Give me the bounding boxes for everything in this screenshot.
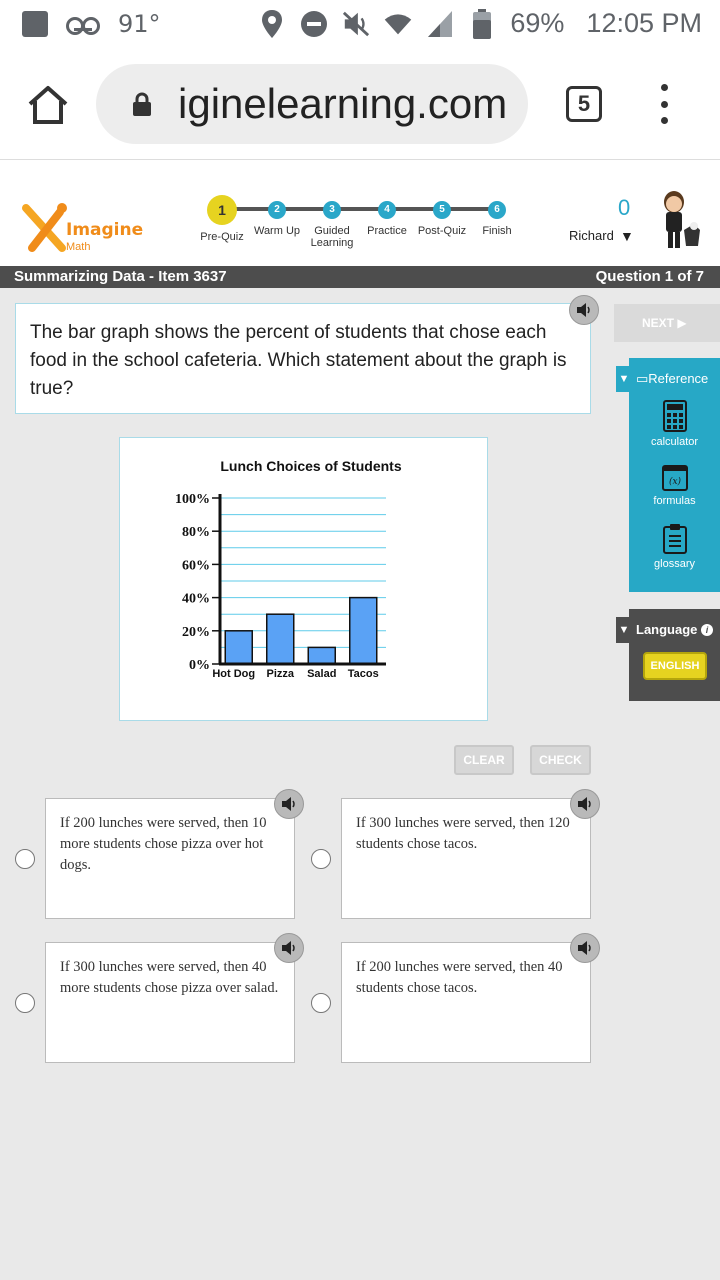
calculator-tool[interactable]: calculator [629,400,720,448]
question-card [15,303,591,414]
tab-switcher-button[interactable]: 5 [566,86,602,122]
home-icon[interactable] [26,84,70,126]
mute-icon [342,9,370,39]
y-tick-label: 40% [182,591,210,607]
answer-radio-2[interactable] [311,849,331,869]
reference-toggle[interactable]: ▼ ▭Reference [614,366,720,392]
overflow-menu-icon[interactable] [654,84,674,124]
lesson-title-bar [0,266,720,288]
speaker-icon[interactable] [274,789,304,819]
bar-tacos [350,598,377,664]
y-tick-label: 80% [182,525,210,541]
bar-pizza [267,614,294,664]
y-tick-label: 20% [182,624,210,640]
svg-text:(x): (x) [668,477,681,487]
formulas-icon [662,465,688,491]
battery-percent: 69% [510,8,565,38]
speaker-icon[interactable] [570,789,600,819]
language-toggle[interactable]: ▼ Language i [614,617,720,643]
status-bar [0,0,720,50]
question-text: The bar graph shows the percent of students that chose each food in the school cafeteria. Which statement about the graph is true? [30,322,567,399]
answer-option-4[interactable]: If 200 lunches were served, then 40 students chose tacos. [341,942,591,1063]
y-tick-label: 60% [182,558,210,574]
browser-toolbar [0,50,720,160]
y-tick-label: 0% [189,658,210,673]
answer-option-2[interactable]: If 300 lunches were served, then 120 students chose tacos. [341,798,591,919]
avatar [654,190,702,250]
step-post-quiz[interactable]: 5 Post-Quiz [406,201,478,237]
lesson-title: Summarizing Data - Item 3637 [14,268,227,285]
url-text[interactable]: iginelearning.com [178,80,508,127]
chart-svg [120,438,489,722]
app-header [0,160,720,266]
next-button[interactable]: NEXT ▶ [614,304,720,342]
triangle-down-icon: ▼ [616,366,632,392]
clipboard-icon [663,524,687,554]
speaker-icon[interactable] [570,933,600,963]
answer-radio-4[interactable] [311,993,331,1013]
step-finish[interactable]: 6 Finish [461,201,533,237]
notification-square-icon [22,11,48,37]
step-guided-learning[interactable]: 3 Guided Learning [296,201,368,249]
answer-radio-3[interactable] [15,993,35,1013]
caret-down-icon[interactable]: ▼ [620,228,634,244]
bar-hot-dog [225,631,252,664]
triangle-down-icon: ▼ [616,617,632,643]
voicemail-icon [66,17,100,31]
step-warm-up[interactable]: 2 Warm Up [241,201,313,237]
bar-chart [119,437,488,721]
clear-button[interactable]: CLEAR [454,745,514,775]
glossary-tool[interactable]: glossary [629,524,720,570]
x-tick-label: Pizza [266,668,295,680]
step-practice[interactable]: 4 Practice [351,201,423,237]
do-not-disturb-icon [300,9,328,39]
info-icon[interactable]: i [701,624,713,636]
answer-option-3[interactable]: If 300 lunches were served, then 40 more students chose pizza over salad. [45,942,295,1063]
calculator-icon [663,400,687,432]
clock: 12:05 PM [586,8,702,38]
wifi-icon [384,9,412,39]
english-language-button[interactable]: ENGLISH [643,652,707,680]
signal-icon [426,9,454,39]
bar-salad [308,647,335,664]
x-tick-label: Hot Dog [212,668,256,680]
chart-title: Lunch Choices of Students [220,458,402,474]
temperature: 91° [118,10,161,38]
answer-option-1[interactable]: If 200 lunches were served, then 10 more students chose pizza over hot dogs. [45,798,295,919]
formulas-tool[interactable]: (x) formulas [629,465,720,507]
question-counter: Question 1 of 7 [595,268,704,285]
y-tick-label: 100% [175,492,210,507]
address-bar[interactable] [96,64,528,144]
x-tick-label: Salad [307,668,337,680]
location-icon [258,9,286,39]
lock-icon [132,92,152,116]
x-tick-label: Tacos [347,668,379,680]
battery-icon [468,9,496,39]
step-pre-quiz[interactable]: 1 Pre-Quiz [186,195,258,243]
speaker-icon[interactable] [569,295,599,325]
answer-radio-1[interactable] [15,849,35,869]
imagine-math-logo: Imagine Math [22,202,142,258]
speaker-icon[interactable] [274,933,304,963]
check-button[interactable]: CHECK [530,745,591,775]
book-icon: ▭ [636,371,649,386]
user-menu-label[interactable]: Richard [569,228,614,243]
score-counter: 0 [618,195,631,220]
